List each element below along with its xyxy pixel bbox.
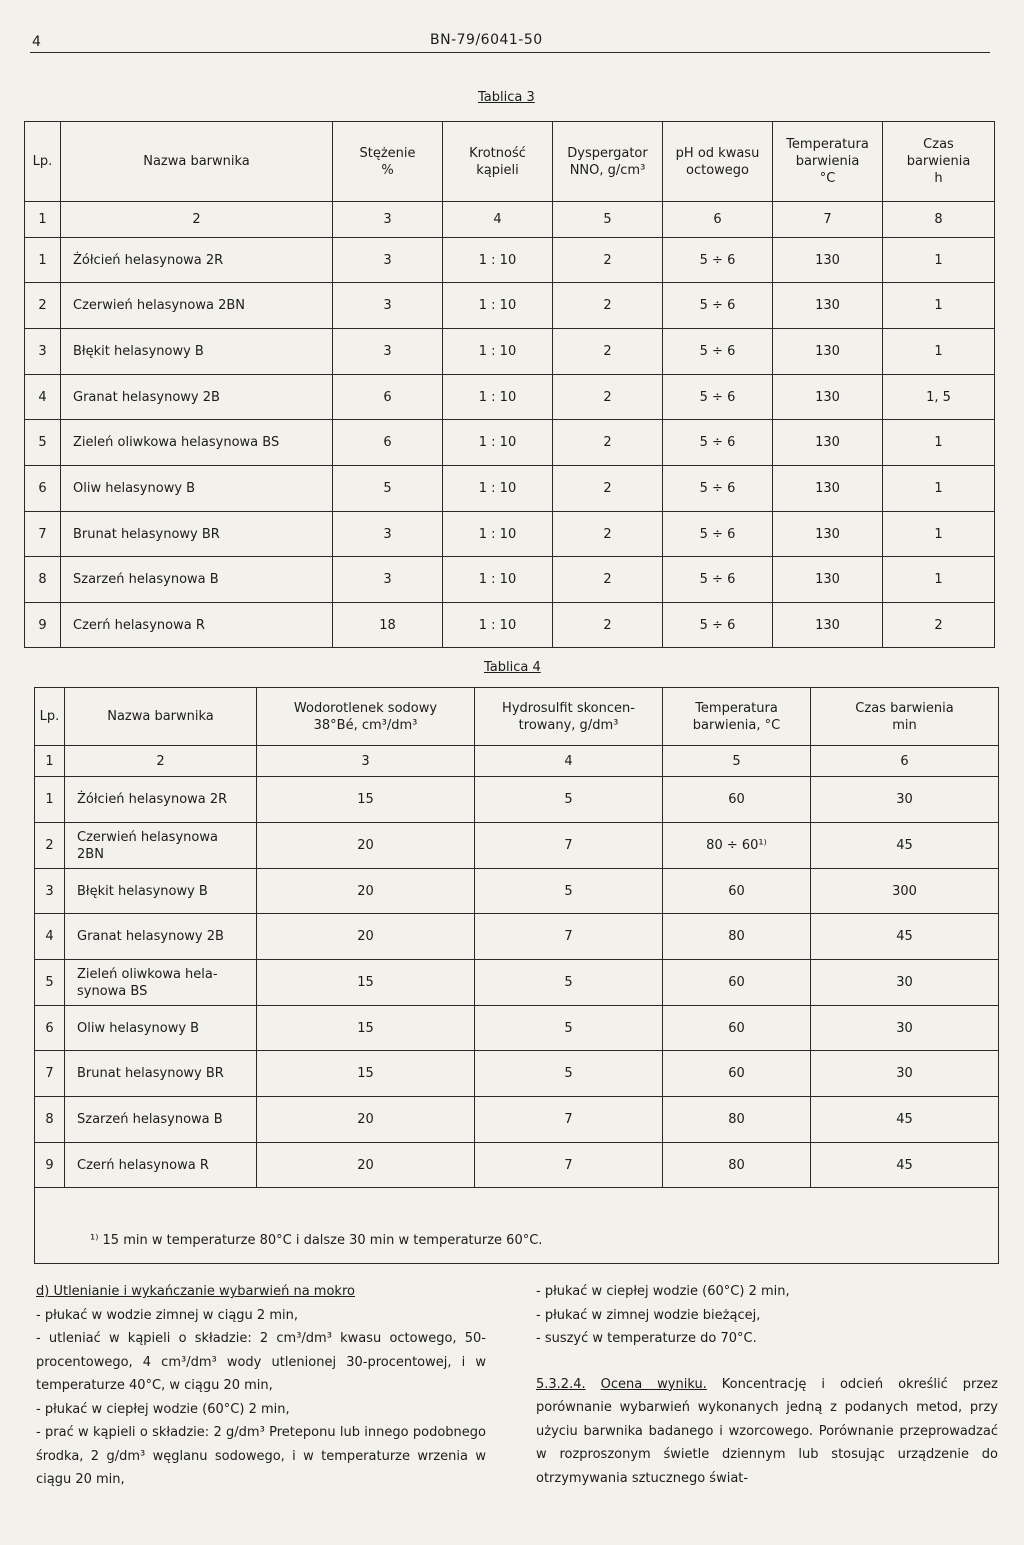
column-header: Lp. <box>35 688 65 746</box>
column-header: pH od kwasu octowego <box>663 122 773 202</box>
table-cell: Błękit helasynowy B <box>65 869 257 914</box>
table-row <box>25 283 995 329</box>
table-cell: 130 <box>773 557 883 603</box>
table-cell: 1 : 10 <box>443 329 553 375</box>
table-cell: Granat helasynowy 2B <box>61 375 333 420</box>
table-cell: 60 <box>663 869 811 914</box>
table-cell: 20 <box>257 1143 475 1188</box>
column-header: Hydrosulfit skoncen- trowany, g/dm³ <box>475 688 663 746</box>
table-cell: 130 <box>773 603 883 648</box>
table-cell: Granat helasynowy 2B <box>65 914 257 960</box>
table-cell: 45 <box>811 914 999 960</box>
column-number: 1 <box>35 746 65 777</box>
column-header: Nazwa barwnika <box>65 688 257 746</box>
table-row <box>35 823 999 869</box>
table-cell: Żółcień helasynowa 2R <box>65 777 257 823</box>
table-cell: 1 <box>35 777 65 823</box>
column-number: 5 <box>553 202 663 238</box>
table-cell: 1 <box>883 283 995 329</box>
table-cell: 5 <box>25 420 61 466</box>
table-cell: 4 <box>35 914 65 960</box>
table-cell: 300 <box>811 869 999 914</box>
table-cell: 3 <box>333 329 443 375</box>
table-cell: 130 <box>773 512 883 557</box>
column-number: 4 <box>443 202 553 238</box>
table-row <box>35 1006 999 1051</box>
column-header: Nazwa barwnika <box>61 122 333 202</box>
table-cell: Oliw helasynowy B <box>61 466 333 512</box>
table-cell: 60 <box>663 777 811 823</box>
right-column <box>536 1280 998 1490</box>
column-header: Lp. <box>25 122 61 202</box>
table-cell: 5 <box>333 466 443 512</box>
table-cell: 1 : 10 <box>443 238 553 283</box>
table-cell: 5 ÷ 6 <box>663 238 773 283</box>
page-number: 4 <box>32 34 41 50</box>
table-cell: Zieleń oliwkowa helasynowa BS <box>61 420 333 466</box>
table-cell: 7 <box>25 512 61 557</box>
table-cell: 7 <box>475 1097 663 1143</box>
table-row <box>35 869 999 914</box>
table-cell: 20 <box>257 869 475 914</box>
table-cell: 3 <box>333 512 443 557</box>
table-cell: 45 <box>811 823 999 869</box>
table-cell: 60 <box>663 1051 811 1097</box>
column-number: 6 <box>811 746 999 777</box>
table-cell: 2 <box>553 375 663 420</box>
table-row <box>35 1143 999 1188</box>
table-row <box>35 914 999 960</box>
table-cell: 1 <box>883 238 995 283</box>
section-number: 5.3.2.4. <box>536 1376 586 1392</box>
left-step: - prać w kąpieli o składzie: 2 g/dm³ Preteponu lub innego podobnego środka, 2 g/dm³ węglanu sodowego, i w temperaturze wrzenia w ciągu 20 min, <box>36 1425 486 1487</box>
header-row <box>35 688 999 746</box>
table-row <box>35 960 999 1006</box>
table-cell: 130 <box>773 466 883 512</box>
table-cell: 5 <box>475 1006 663 1051</box>
table-cell: Szarzeń helasynowa B <box>61 557 333 603</box>
table-cell: Czerwień helasynowa 2BN <box>65 823 257 869</box>
table-cell: 80 <box>663 1097 811 1143</box>
column-number: 3 <box>257 746 475 777</box>
table-cell: 5 <box>475 777 663 823</box>
right-step: - suszyć w temperaturze do 70°C. <box>536 1331 757 1346</box>
table-cell: 60 <box>663 1006 811 1051</box>
column-header: Dyspergator NNO, g/cm³ <box>553 122 663 202</box>
table-cell: 5 ÷ 6 <box>663 557 773 603</box>
column-number: 3 <box>333 202 443 238</box>
table-cell: Brunat helasynowy BR <box>61 512 333 557</box>
table-cell: 1 <box>883 329 995 375</box>
table-cell: 5 ÷ 6 <box>663 603 773 648</box>
table-cell: 1 : 10 <box>443 512 553 557</box>
column-number: 5 <box>663 746 811 777</box>
table-cell: Zieleń oliwkowa hela- synowa BS <box>65 960 257 1006</box>
column-header: Czas barwienia h <box>883 122 995 202</box>
table-cell: 1 : 10 <box>443 375 553 420</box>
table-row <box>35 1051 999 1097</box>
left-step: - płukać w wodzie zimnej w ciągu 2 min, <box>36 1307 298 1323</box>
table-cell: 2 <box>553 512 663 557</box>
table-cell: 18 <box>333 603 443 648</box>
table-cell: 7 <box>475 1143 663 1188</box>
table-cell: 1 <box>883 557 995 603</box>
table-cell: 6 <box>25 466 61 512</box>
table-cell: 30 <box>811 1051 999 1097</box>
table-cell: 6 <box>333 375 443 420</box>
table-cell: Błękit helasynowy B <box>61 329 333 375</box>
table-cell: 5 ÷ 6 <box>663 283 773 329</box>
column-header: Temperatura barwienia °C <box>773 122 883 202</box>
table-cell: 8 <box>35 1097 65 1143</box>
column-number: 1 <box>25 202 61 238</box>
header-rule <box>30 52 990 53</box>
table-cell: 130 <box>773 420 883 466</box>
table-cell: 2 <box>553 420 663 466</box>
table-cell: 80 <box>663 914 811 960</box>
table-cell: 8 <box>25 557 61 603</box>
table-row <box>35 1097 999 1143</box>
table-cell: 2 <box>553 603 663 648</box>
document-code: BN-79/6041-50 <box>430 32 543 48</box>
table-cell: 1 : 10 <box>443 603 553 648</box>
right-step: - płukać w ciepłej wodzie (60°C) 2 min, <box>536 1284 790 1299</box>
table-cell: 5 <box>475 869 663 914</box>
table-cell: 1 : 10 <box>443 283 553 329</box>
table-cell: Żółcień helasynowa 2R <box>61 238 333 283</box>
table-cell: 7 <box>475 914 663 960</box>
table-row <box>35 777 999 823</box>
column-number-row <box>25 202 995 238</box>
table-cell: 30 <box>811 1006 999 1051</box>
table-cell: 30 <box>811 960 999 1006</box>
table-cell: 7 <box>475 823 663 869</box>
table-cell: 9 <box>25 603 61 648</box>
table-cell: 60 <box>663 960 811 1006</box>
section-text: Koncentrację i odcień określić przez porównanie wybarwień wykonanych jedną z podanych metod, przy użyciu barwnika badanego i wzorcowego. Porównanie przeprowadzać w rozproszonym świetle dziennym lub stosując urządzenie do otrzymywania sztucznego świat- <box>536 1376 998 1486</box>
table-row <box>25 512 995 557</box>
table-row <box>25 329 995 375</box>
table-cell: 130 <box>773 329 883 375</box>
table-cell: 3 <box>333 238 443 283</box>
table-cell: 3 <box>333 283 443 329</box>
table-row <box>25 375 995 420</box>
table-cell: 5 <box>35 960 65 1006</box>
column-number-row <box>35 746 999 777</box>
table-cell: 5 ÷ 6 <box>663 466 773 512</box>
left-column <box>36 1280 486 1492</box>
table-cell: 6 <box>333 420 443 466</box>
left-step: - płukać w ciepłej wodzie (60°C) 2 min, <box>36 1401 290 1417</box>
table-cell: 45 <box>811 1143 999 1188</box>
table-cell: 1 : 10 <box>443 420 553 466</box>
table-cell: 2 <box>553 329 663 375</box>
section-d-heading: d) Utlenianie i wykańczanie wybarwień na mokro <box>36 1284 355 1299</box>
column-header: Temperatura barwienia, °C <box>663 688 811 746</box>
table-cell: 1 : 10 <box>443 557 553 603</box>
table-row <box>25 557 995 603</box>
footnote-row <box>35 1188 999 1264</box>
table-cell: 1 : 10 <box>443 466 553 512</box>
table-cell: 2 <box>553 238 663 283</box>
header-row <box>25 122 995 202</box>
column-header: Czas barwienia min <box>811 688 999 746</box>
table-row <box>25 603 995 648</box>
table-cell: 7 <box>35 1051 65 1097</box>
column-number: 2 <box>65 746 257 777</box>
table-cell: 5 <box>475 1051 663 1097</box>
table-cell: 15 <box>257 1006 475 1051</box>
table-cell: 1 <box>883 512 995 557</box>
table3-caption: Tablica 3 <box>478 90 535 105</box>
table-cell: 3 <box>333 557 443 603</box>
table-cell: 2 <box>35 823 65 869</box>
table-cell: 3 <box>25 329 61 375</box>
table-cell: 2 <box>25 283 61 329</box>
left-step: - utleniać w kąpieli o składzie: 2 cm³/dm³ kwasu octowego, 50-procentowego, 4 cm³/dm³ wody utlenionej 30-procentowej, i w temperaturze 40°C, w ciągu 20 min, <box>36 1331 486 1393</box>
table-cell: 130 <box>773 238 883 283</box>
section-title: Ocena wyniku. <box>600 1376 707 1392</box>
table-cell: 2 <box>553 283 663 329</box>
table-row <box>25 420 995 466</box>
table-cell: 130 <box>773 375 883 420</box>
table-row <box>25 238 995 283</box>
table-cell: 2 <box>883 603 995 648</box>
column-number: 2 <box>61 202 333 238</box>
table-4 <box>34 687 999 1264</box>
table-cell: 20 <box>257 1097 475 1143</box>
column-header: Stężenie % <box>333 122 443 202</box>
column-header: Krotność kąpieli <box>443 122 553 202</box>
table-cell: 5 ÷ 6 <box>663 420 773 466</box>
table-cell: 2 <box>553 557 663 603</box>
table-cell: 5 ÷ 6 <box>663 375 773 420</box>
table-cell: Szarzeń helasynowa B <box>65 1097 257 1143</box>
table-cell: 3 <box>35 869 65 914</box>
table-cell: 15 <box>257 1051 475 1097</box>
table-3 <box>24 121 995 648</box>
section-5324 <box>536 1373 998 1491</box>
table-cell: 80 ÷ 60¹⁾ <box>663 823 811 869</box>
table-cell: 5 ÷ 6 <box>663 329 773 375</box>
table-cell: Czerń helasynowa R <box>61 603 333 648</box>
column-number: 8 <box>883 202 995 238</box>
table-cell: 4 <box>25 375 61 420</box>
column-header: Wodorotlenek sodowy 38°Bé, cm³/dm³ <box>257 688 475 746</box>
table-cell: Czerń helasynowa R <box>65 1143 257 1188</box>
table-cell: 2 <box>553 466 663 512</box>
table-cell: 20 <box>257 823 475 869</box>
right-step: - płukać w zimnej wodzie bieżącej, <box>536 1307 761 1323</box>
table-cell: 1 <box>883 466 995 512</box>
table-cell: 15 <box>257 777 475 823</box>
table-row <box>25 466 995 512</box>
table-cell: 80 <box>663 1143 811 1188</box>
table-cell: 130 <box>773 283 883 329</box>
table-cell: 1 <box>883 420 995 466</box>
table-cell: Czerwień helasynowa 2BN <box>61 283 333 329</box>
table4-footnote: ¹⁾ 15 min w temperaturze 80°C i dalsze 30 min w temperaturze 60°C. <box>35 1188 999 1264</box>
table-cell: 5 <box>475 960 663 1006</box>
column-number: 4 <box>475 746 663 777</box>
table-cell: 5 ÷ 6 <box>663 512 773 557</box>
table-cell: 15 <box>257 960 475 1006</box>
table-cell: 30 <box>811 777 999 823</box>
table-cell: Brunat helasynowy BR <box>65 1051 257 1097</box>
table-cell: 1 <box>25 238 61 283</box>
column-number: 7 <box>773 202 883 238</box>
table-cell: 6 <box>35 1006 65 1051</box>
table-cell: 45 <box>811 1097 999 1143</box>
table-cell: 9 <box>35 1143 65 1188</box>
table-cell: 20 <box>257 914 475 960</box>
column-number: 6 <box>663 202 773 238</box>
table-cell: 1, 5 <box>883 375 995 420</box>
table4-caption: Tablica 4 <box>484 660 541 675</box>
table-cell: Oliw helasynowy B <box>65 1006 257 1051</box>
